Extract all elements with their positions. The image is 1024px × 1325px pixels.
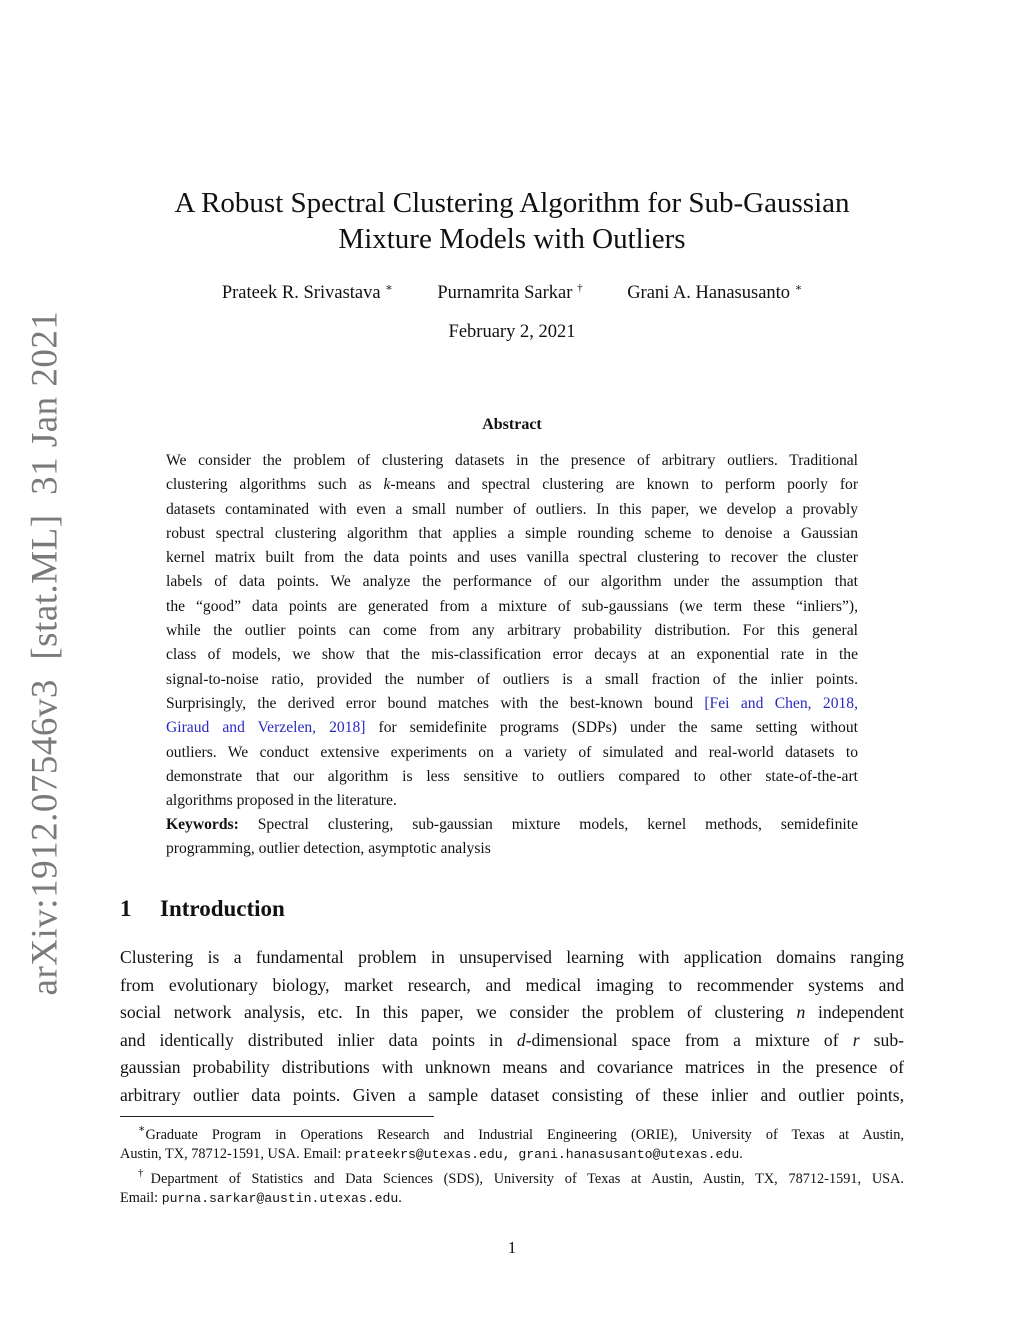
text-span: independent [805, 1002, 904, 1022]
text-span: from evolutionary biology, market research, and medical imaging to recommender systems and [120, 974, 904, 995]
text-span: programming, outlier detection, asymptotic analysis [166, 840, 491, 858]
text-span: k [383, 476, 391, 494]
text-line [120, 1189, 904, 1209]
author [437, 282, 582, 304]
text-line [166, 692, 858, 716]
paper-title [0, 185, 1024, 257]
text-span: algorithms proposed in the literature. [166, 792, 397, 810]
footnote-mark: ∗ [138, 1123, 146, 1135]
text-line [166, 595, 858, 619]
text-span: class of models, we show that the mis-classification error decays at an exponential rate in the [166, 646, 858, 664]
text-span: kernel matrix built from the data points and uses vanilla spectral clustering to recover the cluster [166, 549, 858, 567]
text-line [166, 619, 858, 643]
text-span: arbitrary outlier data points. Given a sample dataset consisting of these inlier and outlier points, [120, 1084, 904, 1105]
text-line [120, 999, 904, 1027]
abstract-heading: Abstract [482, 416, 542, 433]
text-line [166, 570, 858, 594]
author-name: Grani A. Hanasusanto [627, 283, 791, 303]
section-heading [120, 896, 285, 922]
section-number: 1 [120, 896, 132, 921]
text-span: for semidefinite programs (SDPs) under the same setting without [365, 719, 858, 737]
author-name: Prateek R. Srivastava [221, 283, 381, 303]
text-span: the “good” data points are generated from a mixture of sub-gaussians (we term these “inliers”), [166, 597, 858, 615]
author [627, 281, 802, 304]
text-span: robust spectral clustering algorithm that applies a simple rounding scheme to denoise a Gaussian [166, 524, 858, 542]
arxiv-stamp: arXiv:1912.07546v3 [stat.ML] 31 Jan 2021 [24, 310, 66, 996]
text-span: and identically distributed inlier data points in [120, 1029, 517, 1050]
title-line: Mixture Models with Outliers [338, 223, 686, 255]
text-span: . [398, 1189, 402, 1206]
text-line [166, 643, 858, 667]
text-span: Clustering is a fundamental problem in unsupervised learning with application domains ranging [120, 947, 904, 967]
section-title: Introduction [160, 896, 285, 921]
text-line [166, 789, 858, 813]
footnote-mark[interactable]: ∗ [794, 282, 803, 294]
text-span: gaussian probability distributions with unknown means and covariance matrices in the presence of [120, 1057, 904, 1077]
text-line [120, 1164, 904, 1189]
text-span: Department of Statistics and Data Sciences (SDS), University of Texas at Austin, Austin, TX, 78712-1591, USA. [150, 1171, 905, 1188]
text-span: datasets contaminated with even a small number of outliers. In this paper, we develop a provably [166, 500, 858, 518]
citation-link[interactable]: Giraud and Verzelen, 2018] [166, 719, 366, 737]
author [222, 281, 393, 304]
footnote-rule [120, 1116, 434, 1117]
text-line [166, 498, 858, 522]
title-line: A Robust Spectral Clustering Algorithm for Sub-Gaussian [174, 187, 850, 219]
email-address[interactable]: purna.sarkar@austin.utexas.edu [161, 1190, 399, 1206]
author-list [0, 281, 1024, 304]
intro-paragraph [120, 944, 904, 1109]
text-line [166, 716, 858, 740]
text-span: d [516, 1029, 526, 1050]
text-line [166, 668, 858, 692]
abstract-text [166, 449, 858, 813]
text-span: clustering algorithms such as [166, 476, 384, 494]
text-line [120, 1120, 904, 1145]
text-line [120, 1027, 904, 1055]
text-span: Spectral clustering, sub-gaussian mixture models, kernel methods, semidefinite [238, 816, 858, 833]
text-line [120, 1082, 904, 1110]
text-span: Keywords: [166, 816, 239, 833]
text-span: demonstrate that our algorithm is less sensitive to outliers compared to other state-of-the-art [166, 767, 858, 785]
text-span: -dimensional space from a mixture of [525, 1029, 853, 1050]
author-name: Purnamrita Sarkar [437, 283, 573, 303]
text-span: . [739, 1145, 743, 1162]
text-span: signal-to-noise ratio, provided the number of outliers is a small fraction of the inlier points. [166, 670, 858, 688]
text-span: sub- [859, 1029, 904, 1050]
text-span: social network analysis, etc. In this paper, we consider the problem of clustering [120, 1002, 797, 1022]
text-span: -means and spectral clustering are known to perform poorly for [390, 476, 859, 494]
text-span: Graduate Program in Operations Research and Industrial Engineering (ORIE), University of Texas at Austin, [145, 1127, 904, 1143]
text-line [120, 972, 904, 1000]
text-line [166, 449, 858, 473]
text-line [120, 1145, 904, 1165]
text-span: Email: [120, 1189, 162, 1206]
text-line [166, 741, 858, 765]
keywords [166, 813, 858, 862]
text-span: labels of data points. We analyze the performance of our algorithm under the assumption that [166, 573, 858, 591]
text-span: n [796, 1002, 806, 1022]
citation-link[interactable]: [Fei and Chen, 2018, [704, 694, 858, 712]
text-span: Austin, TX, 78712-1591, USA. Email: [120, 1145, 345, 1162]
text-line [166, 813, 858, 837]
text-span: Surprisingly, the derived error bound matches with the best-known bound [166, 694, 705, 712]
text-span: We consider the problem of clustering datasets in the presence of arbitrary outliers. Traditional [166, 452, 858, 469]
text-span: r [852, 1029, 860, 1050]
text-line [166, 837, 858, 861]
page-number: 1 [507, 1238, 517, 1257]
text-line [166, 473, 858, 497]
footnote-mark[interactable]: ∗ [385, 282, 393, 294]
footnote-mark: † [138, 1167, 151, 1180]
text-line [166, 522, 858, 546]
date: February 2, 2021 [448, 322, 576, 342]
text-span: while the outlier points can come from any arbitrary probability distribution. For this general [166, 622, 858, 640]
text-line [166, 546, 858, 570]
text-span: outliers. We conduct extensive experiments on a variety of simulated and real-world datasets to [166, 743, 858, 761]
text-line [120, 944, 904, 972]
text-line [166, 765, 858, 789]
footnote-mark[interactable]: † [577, 282, 583, 294]
email-address[interactable]: prateekrs@utexas.edu, grani.hanasusanto@utexas.edu [344, 1146, 740, 1162]
footnotes [120, 1120, 904, 1208]
text-line [120, 1054, 904, 1082]
